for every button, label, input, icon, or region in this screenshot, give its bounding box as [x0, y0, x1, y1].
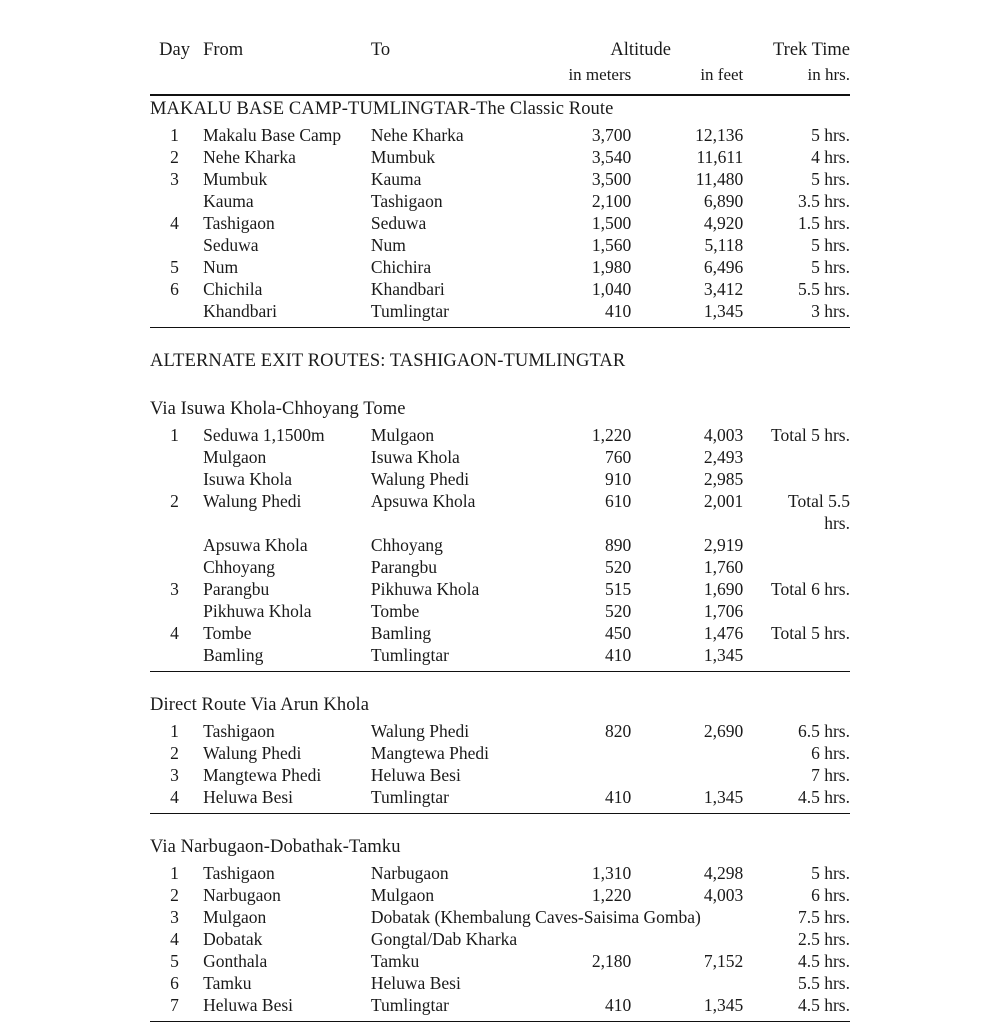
cell-trek-time: 7.5 hrs. — [797, 907, 850, 927]
cell-trek-time: 5 hrs. — [811, 169, 850, 189]
cell-to: Tashigaon — [370, 191, 443, 211]
cell-trek-time — [765, 468, 850, 490]
cell-altitude-feet — [657, 972, 765, 994]
cell-to: Seduwa — [370, 213, 427, 233]
cell-from: Walung Phedi — [203, 743, 302, 763]
cell-altitude-meters: 410 — [605, 787, 632, 807]
section-gap — [150, 672, 850, 693]
section-title: ALTERNATE EXIT ROUTES: TASHIGAON-TUMLINGTAR — [150, 351, 626, 371]
table-row — [150, 928, 850, 950]
cell-altitude-feet: 7,152 — [703, 951, 744, 971]
table-row — [150, 600, 850, 622]
cell-from: Mulgaon — [203, 907, 267, 927]
cell-trek-time — [765, 534, 850, 556]
cell-altitude-meters: 3,500 — [591, 169, 632, 189]
cell-from: Bamling — [203, 645, 264, 665]
cell-to: Tumlingtar — [370, 787, 450, 807]
cell-from: Heluwa Besi — [203, 995, 294, 1015]
header-spacer-day — [150, 64, 199, 88]
cell-altitude-meters: 760 — [605, 447, 632, 467]
cell-day — [150, 534, 199, 556]
cell-to: Kauma — [370, 169, 422, 189]
cell-to: Khandbari — [370, 279, 445, 299]
cell-altitude-feet: 6,496 — [703, 257, 744, 277]
table-row — [150, 424, 850, 446]
header-in-hrs: in hrs. — [807, 65, 850, 84]
table-row — [150, 764, 850, 786]
cell-altitude-feet: 11,480 — [695, 169, 744, 189]
cell-altitude-meters: 2,100 — [591, 191, 632, 211]
cell-from: Parangbu — [203, 579, 270, 599]
cell-day: 2 — [170, 885, 179, 905]
cell-altitude-meters: 410 — [605, 645, 632, 665]
cell-trek-time: Total 5 hrs. — [771, 623, 850, 643]
cell-trek-time: 4 hrs. — [811, 147, 850, 167]
cell-trek-time: 4.5 hrs. — [797, 995, 850, 1015]
table-row — [150, 742, 850, 764]
cell-day: 5 — [170, 951, 179, 971]
cell-from: Mulgaon — [203, 447, 267, 467]
cell-to: Tumlingtar — [370, 645, 450, 665]
cell-day — [150, 644, 199, 666]
cell-from: Tamku — [203, 973, 252, 993]
table-row — [150, 300, 850, 322]
cell-day: 6 — [170, 279, 179, 299]
header-in-feet: in feet — [700, 65, 744, 84]
cell-day: 3 — [170, 765, 179, 785]
table-row — [150, 168, 850, 190]
cell-trek-time: 1.5 hrs. — [797, 213, 850, 233]
cell-day — [150, 446, 199, 468]
cell-altitude-meters: 1,560 — [591, 235, 632, 255]
cell-altitude-feet: 2,493 — [703, 447, 744, 467]
section-title-row — [150, 95, 850, 124]
cell-altitude-feet: 12,136 — [695, 125, 744, 145]
header-spacer-to — [371, 64, 542, 88]
cell-from: Khandbari — [203, 301, 277, 321]
section-rule — [150, 1016, 850, 1022]
cell-trek-time: 2.5 hrs. — [797, 929, 850, 949]
cell-altitude-feet: 1,690 — [703, 579, 744, 599]
cell-altitude-feet: 3,412 — [703, 279, 744, 299]
section-title: Via Isuwa Khola-Chhoyang Tome — [150, 399, 406, 419]
cell-from: Kauma — [203, 191, 254, 211]
table-row — [150, 972, 850, 994]
cell-altitude-feet: 2,690 — [703, 721, 744, 741]
cell-day — [150, 190, 199, 212]
table-row — [150, 786, 850, 808]
cell-day — [150, 600, 199, 622]
cell-day: 2 — [170, 491, 179, 511]
table-row — [150, 124, 850, 146]
cell-trek-time: Total 6 hrs. — [771, 579, 850, 599]
cell-altitude-feet: 4,920 — [703, 213, 744, 233]
cell-to: Parangbu — [370, 557, 437, 577]
trek-itinerary-table — [150, 38, 850, 1022]
cell-to: Heluwa Besi — [370, 973, 461, 993]
cell-day: 3 — [170, 169, 179, 189]
cell-day: 7 — [170, 995, 179, 1015]
cell-day: 6 — [170, 973, 179, 993]
cell-altitude-feet — [657, 742, 765, 764]
cell-altitude-feet: 11,611 — [696, 147, 744, 167]
cell-trek-time: 5.5 hrs. — [797, 279, 850, 299]
section-title-row — [150, 348, 850, 376]
cell-to: Num — [370, 235, 406, 255]
cell-to: Apsuwa Khola — [370, 491, 476, 511]
cell-to: Mulgaon — [370, 885, 435, 905]
section-title-row — [150, 396, 850, 424]
cell-altitude-meters: 820 — [605, 721, 632, 741]
cell-altitude-feet: 6,890 — [703, 191, 744, 211]
cell-from: Nehe Kharka — [203, 147, 296, 167]
table-row — [150, 556, 850, 578]
table-row — [150, 278, 850, 300]
cell-altitude-feet: 5,118 — [704, 235, 744, 255]
header-to: To — [370, 40, 391, 60]
cell-trek-time: 7 hrs. — [811, 765, 850, 785]
table-row — [150, 256, 850, 278]
table-row — [150, 534, 850, 556]
cell-from: Chichila — [203, 279, 263, 299]
cell-from: Seduwa 1,1500m — [203, 425, 325, 445]
cell-to: Walung Phedi — [370, 469, 470, 489]
cell-from: Heluwa Besi — [203, 787, 294, 807]
table-row — [150, 950, 850, 972]
cell-to: Tumlingtar — [370, 301, 450, 321]
table-row — [150, 720, 850, 742]
cell-trek-time — [765, 556, 850, 578]
cell-from: Narbugaon — [203, 885, 281, 905]
cell-altitude-meters: 520 — [605, 601, 632, 621]
cell-altitude-feet: 4,003 — [703, 885, 744, 905]
header-rule — [150, 88, 850, 95]
section-title: Via Narbugaon-Dobathak-Tamku — [150, 837, 401, 857]
cell-to: Mulgaon — [370, 425, 435, 445]
cell-day — [150, 234, 199, 256]
header-day: Day — [159, 40, 190, 60]
cell-altitude-feet: 1,760 — [703, 557, 744, 577]
cell-to: Narbugaon — [370, 863, 449, 883]
cell-trek-time: 6.5 hrs. — [797, 721, 850, 741]
cell-trek-time: 5 hrs. — [811, 863, 850, 883]
cell-day: 2 — [170, 147, 179, 167]
cell-to: Isuwa Khola — [370, 447, 460, 467]
section-gap — [150, 814, 850, 835]
table-row — [150, 994, 850, 1016]
cell-from: Mangtewa Phedi — [203, 765, 322, 785]
cell-to: Chichira — [370, 257, 432, 277]
cell-trek-time — [765, 446, 850, 468]
cell-day: 3 — [170, 579, 179, 599]
header-trek-time: Trek Time — [773, 40, 850, 60]
cell-from: Tashigaon — [203, 863, 275, 883]
cell-altitude-meters: 450 — [605, 623, 632, 643]
cell-day: 1 — [170, 863, 179, 883]
cell-from: Apsuwa Khola — [203, 535, 308, 555]
cell-altitude-meters: 1,220 — [591, 425, 632, 445]
cell-altitude-meters: 2,180 — [591, 951, 632, 971]
table-row — [150, 212, 850, 234]
cell-to: Pikhuwa Khola — [370, 579, 480, 599]
cell-from: Chhoyang — [203, 557, 276, 577]
cell-day: 1 — [170, 721, 179, 741]
cell-altitude-feet — [657, 764, 765, 786]
cell-from: Seduwa — [203, 235, 259, 255]
cell-trek-time: 5.5 hrs. — [797, 973, 850, 993]
cell-from: Isuwa Khola — [203, 469, 293, 489]
table-row — [150, 862, 850, 884]
cell-day: 5 — [170, 257, 179, 277]
cell-to: Tombe — [370, 601, 420, 621]
cell-from: Dobatak — [203, 929, 263, 949]
section-title-row — [150, 692, 850, 720]
table-header-row-secondary — [150, 64, 850, 88]
table-row — [150, 234, 850, 256]
cell-altitude-meters — [542, 972, 657, 994]
cell-from: Num — [203, 257, 239, 277]
cell-trek-time: 4.5 hrs. — [797, 787, 850, 807]
cell-altitude-meters: 410 — [605, 301, 632, 321]
cell-to: Mangtewa Phedi — [370, 743, 489, 763]
cell-to: Chhoyang — [370, 535, 443, 555]
cell-trek-time — [765, 644, 850, 666]
cell-day — [150, 300, 199, 322]
cell-day: 4 — [170, 623, 179, 643]
cell-to: Walung Phedi — [370, 721, 470, 741]
cell-altitude-meters: 610 — [605, 491, 632, 511]
cell-trek-time: 6 hrs. — [811, 885, 850, 905]
table-row — [150, 468, 850, 490]
cell-altitude-meters: 890 — [605, 535, 632, 555]
table-row — [150, 578, 850, 600]
cell-altitude-feet: 1,476 — [703, 623, 744, 643]
cell-altitude-feet: 1,345 — [703, 995, 744, 1015]
cell-altitude-feet: 4,003 — [703, 425, 744, 445]
cell-altitude-meters: 520 — [605, 557, 632, 577]
cell-altitude-meters — [542, 742, 657, 764]
cell-from: Tashigaon — [203, 721, 275, 741]
cell-from: Tombe — [203, 623, 252, 643]
cell-altitude-feet: 1,345 — [703, 645, 744, 665]
cell-to: Tumlingtar — [370, 995, 450, 1015]
header-altitude: Altitude — [610, 40, 672, 60]
cell-to: Tamku — [370, 951, 420, 971]
cell-day: 1 — [170, 425, 179, 445]
cell-altitude-feet: 1,345 — [703, 301, 744, 321]
cell-altitude-feet: 2,919 — [703, 535, 744, 555]
cell-from: Gonthala — [203, 951, 268, 971]
cell-trek-time: 4.5 hrs. — [797, 951, 850, 971]
cell-altitude-meters: 910 — [605, 469, 632, 489]
cell-trek-time: 3 hrs. — [811, 301, 850, 321]
section-gap — [150, 376, 850, 396]
table-row — [150, 622, 850, 644]
cell-day: 3 — [170, 907, 179, 927]
section-gap — [150, 328, 850, 349]
cell-trek-time: 5 hrs. — [811, 125, 850, 145]
cell-trek-time: 3.5 hrs. — [797, 191, 850, 211]
cell-altitude-meters: 1,500 — [591, 213, 632, 233]
cell-trek-time: Total 5.5 hrs. — [788, 491, 850, 533]
header-in-meters: in meters — [568, 65, 632, 84]
cell-to: Bamling — [370, 623, 432, 643]
cell-from: Makalu Base Camp — [203, 125, 342, 145]
cell-day: 4 — [170, 929, 179, 949]
cell-day: 4 — [170, 213, 179, 233]
table-body — [150, 38, 850, 95]
cell-day — [150, 468, 199, 490]
table-row — [150, 190, 850, 212]
cell-altitude-meters: 515 — [605, 579, 632, 599]
cell-altitude-meters: 1,310 — [591, 863, 632, 883]
cell-from: Tashigaon — [203, 213, 275, 233]
cell-altitude-meters: 1,220 — [591, 885, 632, 905]
cell-trek-time — [765, 600, 850, 622]
cell-to: Dobatak (Khembalung Caves-Saisima Gomba) — [370, 907, 701, 927]
cell-day — [150, 556, 199, 578]
table-row — [150, 146, 850, 168]
cell-trek-time: 6 hrs. — [811, 743, 850, 763]
cell-from: Walung Phedi — [203, 491, 302, 511]
cell-to: Nehe Kharka — [370, 125, 464, 145]
header-spacer-from — [199, 64, 371, 88]
header-from: From — [203, 40, 244, 60]
table-row — [150, 884, 850, 906]
cell-altitude-feet: 2,001 — [703, 491, 744, 511]
table-row — [150, 644, 850, 666]
cell-from: Mumbuk — [203, 169, 268, 189]
table-row — [150, 906, 850, 928]
section-title: MAKALU BASE CAMP-TUMLINGTAR-The Classic Route — [150, 99, 614, 119]
cell-altitude-meters: 410 — [605, 995, 632, 1015]
cell-day: 1 — [170, 125, 179, 145]
table-row — [150, 490, 850, 534]
section-title-row — [150, 834, 850, 862]
cell-trek-time: 5 hrs. — [811, 257, 850, 277]
table-header-row-primary — [150, 38, 850, 64]
table-row — [150, 446, 850, 468]
cell-altitude-meters: 3,540 — [591, 147, 632, 167]
table-sections — [150, 95, 850, 1022]
cell-altitude-meters: 3,700 — [591, 125, 632, 145]
cell-altitude-meters — [542, 764, 657, 786]
cell-altitude-feet: 4,298 — [703, 863, 744, 883]
cell-altitude-feet: 2,985 — [703, 469, 744, 489]
cell-altitude-feet: 1,345 — [703, 787, 744, 807]
cell-to: Mumbuk — [370, 147, 436, 167]
cell-altitude-feet: 1,706 — [703, 601, 744, 621]
cell-altitude-meters: 1,040 — [591, 279, 632, 299]
cell-day: 2 — [170, 743, 179, 763]
section-title: Direct Route Via Arun Khola — [150, 695, 370, 715]
cell-to: Heluwa Besi — [370, 765, 461, 785]
cell-trek-time: 5 hrs. — [811, 235, 850, 255]
cell-day: 4 — [170, 787, 179, 807]
cell-altitude-meters: 1,980 — [591, 257, 632, 277]
cell-trek-time: Total 5 hrs. — [771, 425, 850, 445]
cell-from: Pikhuwa Khola — [203, 601, 312, 621]
cell-to: Gongtal/Dab Kharka — [370, 929, 518, 949]
